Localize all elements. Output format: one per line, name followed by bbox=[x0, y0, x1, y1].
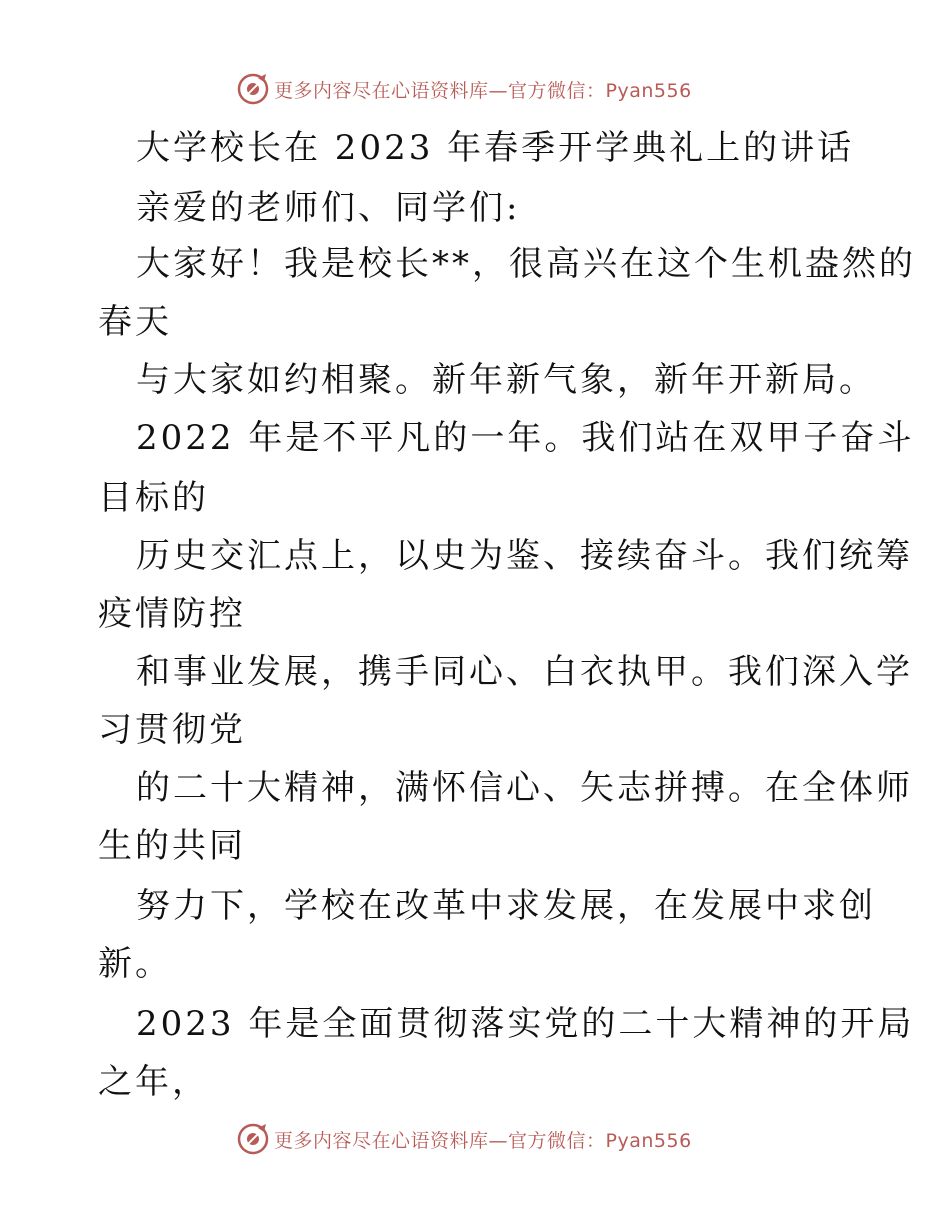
text-line: 目标的 bbox=[98, 478, 209, 518]
footer-banner bbox=[236, 1122, 692, 1156]
text-line: 亲爱的老师们、同学们: bbox=[136, 188, 521, 228]
seal-logo-icon bbox=[236, 72, 270, 106]
text-line: 习贯彻党 bbox=[98, 710, 246, 750]
text-line: 2022 年是不平凡的一年。我们站在双甲子奋斗 bbox=[136, 418, 915, 458]
text-line: 春天 bbox=[98, 302, 172, 342]
text-line: 之年， bbox=[98, 1062, 209, 1102]
text-line: 的二十大精神，满怀信心、矢志拼搏。在全体师 bbox=[136, 768, 913, 808]
text-line: 生的共同 bbox=[98, 826, 246, 866]
text-line: 2023 年是全面贯彻落实党的二十大精神的开局 bbox=[136, 1004, 915, 1044]
seal-logo-icon bbox=[236, 1122, 270, 1156]
text-line: 大家好！我是校长**，很高兴在这个生机盎然的 bbox=[136, 244, 916, 284]
text-line: 和事业发展，携手同心、白衣执甲。我们深入学 bbox=[136, 652, 913, 692]
banner-text: 更多内容尽在心语资料库—官方微信：Pyan556 bbox=[274, 79, 692, 102]
text-line: 历史交汇点上，以史为鉴、接续奋斗。我们统筹 bbox=[136, 536, 913, 576]
document-title: 大学校长在 2023 年春季开学典礼上的讲话 bbox=[136, 128, 855, 168]
banner-text: 更多内容尽在心语资料库—官方微信：Pyan556 bbox=[274, 1129, 692, 1152]
text-line: 疫情防控 bbox=[98, 594, 246, 634]
text-line: 与大家如约相聚。新年新气象，新年开新局。 bbox=[136, 360, 876, 400]
text-line: 努力下，学校在改革中求发展，在发展中求创 bbox=[136, 886, 876, 926]
header-banner bbox=[236, 72, 692, 106]
text-line: 新。 bbox=[98, 944, 172, 984]
